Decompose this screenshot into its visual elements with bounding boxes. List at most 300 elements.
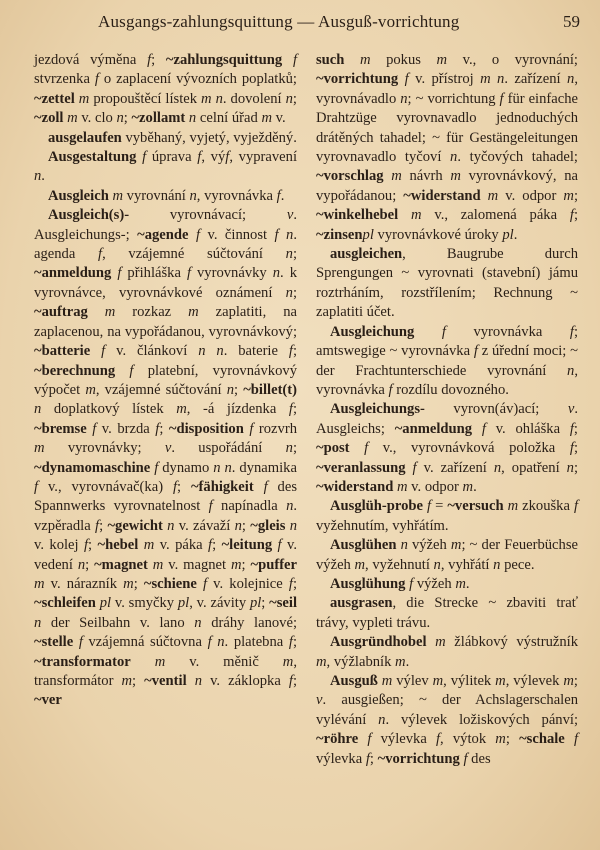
dictionary-entry (34, 51, 297, 129)
entry-text: napínadla (212, 498, 287, 515)
running-header (0, 12, 600, 36)
grammar-tag: m (152, 556, 164, 573)
grammar-tag: m (316, 653, 327, 670)
grammar-tag: n (34, 614, 42, 631)
entry-headword: ~versuch (447, 498, 504, 515)
entry-headword: Ausgleich (48, 187, 109, 204)
entry-text (131, 654, 155, 670)
entry-text: ; (241, 556, 251, 573)
entry-headword: ~zoll (34, 110, 64, 127)
grammar-tag: m (359, 52, 371, 68)
entry-text: výlevka (316, 750, 366, 767)
grammar-tag: f (117, 265, 122, 282)
grammar-tag: n (234, 517, 242, 534)
grammar-tag: f (288, 575, 293, 592)
grammar-tag: n (493, 556, 501, 573)
grammar-tag: n (285, 246, 293, 263)
entry-text: , vypravení (229, 149, 298, 166)
entry-text: stvrzenka (34, 71, 95, 88)
grammar-tag: n (285, 284, 293, 301)
grammar-tag: n (450, 149, 458, 166)
dictionary-entry (316, 536, 578, 575)
entry-text: , vyžehnutí (365, 556, 434, 573)
entry-text: propouštěcí lístek (89, 90, 202, 107)
entry-text: ; (261, 595, 270, 612)
entry-headword: ~agende (137, 226, 189, 243)
entry-text: zaplatiti, na zaplacenou, na vypořádanou, vyrovnávkový; (34, 304, 297, 340)
grammar-tag: n (289, 517, 297, 534)
grammar-tag: m (507, 498, 519, 515)
entry-text: ; (573, 673, 578, 689)
entry-text: ; (292, 343, 297, 360)
entry-text: v. ohláška (485, 420, 570, 437)
entry-text: . (280, 187, 285, 204)
entry-text: vzájemná súčtovna (82, 634, 208, 651)
entry-text: , -á jízdenka (186, 401, 289, 418)
grammar-tag: f (569, 420, 574, 437)
entry-text: návrh (401, 168, 451, 185)
grammar-tag: f (388, 381, 393, 398)
grammar-tag: n (286, 498, 294, 515)
entry-text: , výžlabník (326, 653, 396, 670)
dictionary-entry (316, 400, 578, 497)
entry-text (187, 673, 195, 689)
entry-text: . tyčových tahadel; (457, 149, 578, 166)
grammar-tag: n (378, 711, 386, 728)
entry-text (90, 343, 101, 359)
entry-text: , vý (201, 149, 226, 166)
entry-text (472, 421, 482, 437)
grammar-tag: m (381, 673, 393, 689)
entry-headword: ausgelaufen (48, 129, 122, 146)
entry-headword: such (316, 52, 345, 68)
entry-headword: ~gleis (250, 517, 286, 534)
grammar-tag: pl (502, 226, 514, 243)
entry-text (427, 634, 436, 650)
entry-headword: Ausglühung (330, 575, 406, 592)
grammar-tag: f (154, 459, 159, 476)
grammar-tag: n (400, 90, 408, 107)
entry-headword: ~zahlungsquittung (165, 52, 283, 68)
grammar-tag: f (34, 478, 39, 495)
grammar-tag: pl (177, 595, 190, 612)
grammar-tag: m (462, 478, 474, 495)
entry-headword: ~disposition (168, 420, 244, 437)
entry-text: ; (292, 575, 298, 592)
entry-text: vyžehnutím, vyhřátím. (316, 517, 449, 534)
entry-headword: ~widerstand (403, 187, 481, 204)
grammar-tag: f (172, 478, 178, 495)
entry-text: . k vyrovnávce, vyrovnávkové oznámení (34, 265, 297, 301)
entry-headword: ~seil (269, 595, 298, 612)
grammar-tag: m (495, 673, 506, 689)
grammar-tag: n (34, 168, 42, 185)
entry-text: v. zařízení (416, 459, 494, 476)
entry-text (414, 324, 442, 340)
entry-text: ; (573, 459, 579, 476)
grammar-tag: m (450, 537, 462, 554)
entry-text: v., zalomená páka (421, 207, 570, 224)
grammar-tag: n (189, 187, 197, 204)
entry-headword: Ausgleichung (330, 323, 415, 340)
grammar-tag: m (143, 537, 155, 554)
entry-text: . Ausgleichungs-; (34, 207, 297, 243)
dictionary-entry (34, 129, 297, 148)
entry-headword: ~schleifen (34, 595, 96, 612)
grammar-tag: n (167, 517, 175, 534)
entry-text: , vyrovnávadlo (316, 71, 578, 107)
grammar-tag: m (432, 673, 444, 689)
entry-headword: ~gewicht (107, 517, 163, 534)
entry-text: ; (573, 420, 578, 437)
entry-text: celní úřad (196, 110, 262, 127)
entry-text: ; (241, 517, 251, 534)
grammar-tag: n (493, 459, 502, 476)
entry-text: vyrovnávky; (44, 440, 165, 457)
entry-text: ; (151, 52, 166, 68)
entry-text: ; (292, 440, 297, 457)
entry-text: ; ~ vorrichtung (407, 90, 500, 107)
entry-text: úprava (146, 149, 198, 166)
entry-text: ; (132, 673, 145, 689)
grammar-tag: n (566, 459, 574, 476)
grammar-tag: f (473, 343, 478, 360)
grammar-tag: f (288, 401, 293, 418)
entry-text: dráhy lanové; (201, 614, 297, 631)
entry-text: ; (292, 90, 297, 107)
entry-headword: ~dynamomaschine (34, 459, 151, 476)
left-column (34, 51, 297, 711)
grammar-tag: m (487, 187, 499, 204)
grammar-tag: m (436, 52, 448, 68)
entry-text: , vyrovnávka (316, 362, 578, 398)
entry-text: v. kolej (34, 537, 84, 554)
entry-text: v. kolejnice (207, 575, 289, 592)
grammar-tag: n (400, 537, 408, 554)
grammar-tag: f (365, 750, 370, 767)
grammar-tag: f (277, 537, 282, 554)
entry-text: . dovolení (222, 90, 286, 107)
entry-text: v. magnet (163, 556, 231, 573)
entry-headword: ~anmeldung (34, 265, 112, 282)
grammar-tag: f (367, 731, 372, 748)
grammar-tag: m (123, 575, 134, 592)
grammar-tag: f (263, 478, 268, 495)
entry-text: , vzájemné súčtování (95, 381, 227, 398)
entry-headword: ~ver (34, 692, 62, 709)
grammar-tag: f (225, 149, 230, 166)
grammar-tag: m (34, 440, 45, 457)
grammar-tag: m (282, 653, 294, 670)
grammar-tag: m (395, 653, 406, 670)
grammar-tag: m (176, 401, 187, 418)
entry-text: ; (99, 517, 108, 534)
entry-text: výžeh (407, 537, 451, 554)
entry-text: doplatkový lístek (41, 401, 177, 418)
grammar-tag: n (285, 90, 293, 107)
entry-headword: Ausgründhobel (330, 634, 427, 651)
entry-text: ; (505, 731, 520, 748)
entry-headword: ~vorschlag (316, 168, 384, 185)
entry-text: ; (85, 556, 95, 573)
grammar-tag: m (188, 304, 199, 321)
grammar-tag: m n (480, 71, 505, 88)
entry-headword: ~batterie (34, 343, 91, 360)
grammar-tag: n (567, 362, 575, 379)
entry-text: pokus (370, 52, 437, 68)
entry-headword: ~leitung (221, 537, 273, 554)
entry-text: vyrovnávka (445, 323, 570, 340)
grammar-tag: m (354, 556, 366, 573)
entry-headword: ausgrasen (330, 595, 393, 612)
grammar-tag: m n (201, 90, 223, 107)
grammar-tag: n (194, 614, 202, 631)
grammar-tag: m (435, 634, 446, 651)
grammar-tag: n (188, 110, 197, 127)
grammar-tag: n (285, 440, 293, 457)
entry-text: vyrovn(áv)ací; (424, 401, 568, 418)
entry-text: v., o vyrovnání; (447, 52, 578, 68)
entry-headword: ~schale (519, 731, 565, 748)
grammar-tag: f (208, 537, 213, 554)
grammar-tag: m (563, 673, 574, 689)
grammar-tag: f (101, 343, 106, 360)
entry-text: , Baugrube durch Sprengungen ~ vyrovnati (stavební) jámu roztrháním, rozstřílením; Rechnung ~ zaplatiti účet. (316, 246, 578, 321)
grammar-tag: m (391, 168, 402, 185)
entry-text: v. vedení (34, 537, 298, 573)
grammar-tag: n (226, 381, 235, 398)
entry-text: rozdílu dovozného. (392, 381, 509, 398)
grammar-tag: n (272, 265, 281, 282)
entry-headword: ~anmeldung (394, 420, 473, 437)
grammar-tag: m (396, 478, 408, 495)
entry-headword: ~vorrichtung (377, 750, 460, 767)
entry-text (398, 207, 411, 223)
header-title: Ausgangs-zahlungsquittung — Ausguß-vorrichtung (98, 12, 460, 31)
grammar-tag: f (129, 362, 134, 379)
entry-text: ; (292, 284, 297, 301)
entry-headword: ~magnet (94, 556, 148, 573)
grammar-tag: f (481, 420, 486, 437)
dictionary-entry (34, 148, 297, 187)
entry-text: = (431, 498, 448, 515)
grammar-tag: n (433, 556, 441, 573)
entry-headword: ~transformator (34, 653, 131, 670)
entry-text: rozkaz (115, 304, 189, 321)
grammar-tag: n (567, 71, 575, 88)
grammar-tag: v (164, 440, 172, 457)
dictionary-entry (316, 51, 578, 245)
entry-headword: ~post (316, 440, 350, 457)
entry-headword: Ausguß (330, 673, 378, 689)
entry-text: výžeh (413, 575, 456, 592)
entry-text: vyrovnání (123, 187, 190, 204)
entry-text (350, 440, 365, 456)
entry-text: ; (88, 537, 98, 554)
entry-text: . (473, 478, 477, 495)
entry-text: v. činnost (200, 226, 275, 243)
grammar-tag: f (155, 420, 160, 437)
entry-text: rozvrh (253, 420, 297, 437)
grammar-tag: f (364, 440, 369, 457)
entry-headword: ~zinsen (316, 226, 363, 243)
entry-text (88, 304, 105, 320)
grammar-tag: m (85, 381, 96, 398)
entry-text: ; (292, 673, 297, 689)
grammar-tag: v (567, 401, 575, 418)
grammar-tag: f (186, 265, 191, 282)
grammar-tag: f (276, 187, 281, 204)
entry-text: vyrovnávkový, na vypořádanou; (316, 168, 578, 204)
entry-headword: Ausglüh-probe (330, 498, 423, 515)
grammar-tag: m (34, 575, 45, 592)
entry-text: . Ausgleichs; (316, 401, 578, 437)
entry-text: . (513, 226, 518, 243)
entry-text: . vzpěradla (34, 498, 298, 534)
grammar-tag: f (208, 498, 213, 515)
entry-text: . zařízení (504, 71, 568, 88)
grammar-tag: f (94, 71, 99, 88)
grammar-tag: f (404, 71, 409, 88)
entry-text: , výlevek (505, 673, 564, 689)
grammar-tag: m (411, 207, 422, 224)
grammar-tag: f (288, 673, 293, 689)
grammar-tag: m (450, 168, 461, 185)
entry-headword: ~vorrichtung (316, 71, 399, 88)
entry-text: , výtok (440, 731, 496, 748)
entry-text: v. měnič (165, 653, 283, 670)
entry-headword: ~zettel (34, 90, 75, 107)
entry-text: v. závaží (174, 517, 235, 534)
entry-headword: ~fähigkeit (190, 478, 254, 495)
entry-text: v. článkoví (105, 343, 199, 360)
entry-text: ; (292, 401, 297, 418)
grammar-tag: pl (99, 595, 112, 612)
entry-headword: ~bremse (34, 420, 87, 437)
grammar-tag: f (288, 343, 293, 360)
entry-text: , výlitek (443, 673, 496, 689)
entry-text: v. odpor (498, 187, 564, 204)
grammar-tag: pl (362, 226, 374, 243)
entry-text: platební, vyrovnávkový výpočet (34, 362, 297, 398)
entry-text: vyrovnávací; (129, 207, 287, 224)
grammar-tag: f (98, 246, 103, 263)
entry-text: v. brzda (96, 420, 156, 437)
grammar-tag: f (427, 498, 432, 515)
entry-text: ; (123, 110, 132, 127)
entry-text (481, 188, 488, 204)
grammar-tag: f n (207, 634, 225, 651)
grammar-tag: f (288, 634, 293, 651)
entry-text: , opatření (501, 459, 567, 476)
dictionary-entry (316, 633, 578, 672)
entry-text: . platebna (224, 634, 289, 651)
grammar-tag: m (121, 673, 133, 689)
grammar-tag: n (34, 401, 42, 418)
entry-text: . (41, 168, 45, 185)
entry-text: v. přístroj (408, 71, 481, 88)
grammar-tag: m (112, 187, 124, 204)
entry-text: o zaplacení vývozních poplatků; (98, 71, 297, 88)
entry-text: ; (212, 537, 222, 554)
entry-headword: ~berechnung (34, 362, 116, 379)
grammar-tag: f n (274, 226, 294, 243)
entry-text: ; (292, 634, 298, 651)
dictionary-entry (316, 497, 578, 536)
grammar-tag: m (261, 110, 273, 127)
entry-text: , transformátor (34, 653, 297, 689)
grammar-tag: f (92, 420, 97, 437)
grammar-tag: f (249, 420, 254, 437)
entry-text: v. nárazník (44, 575, 124, 592)
entry-text (406, 460, 413, 476)
entry-headword: ~widerstand (316, 478, 394, 495)
entry-text (565, 731, 574, 747)
entry-text: v. páka (154, 537, 209, 554)
entry-text: , die Strecke ~ zbaviti trať trávy, vypleti trávu. (316, 595, 578, 631)
entry-text: v. (272, 110, 286, 127)
entry-text: ; (177, 478, 191, 495)
entry-text: ; ~ der Feuerbüchse výžeh (316, 537, 578, 573)
entry-text: ; (573, 187, 578, 204)
entry-text: , vyrovnávka (196, 187, 277, 204)
entry-text (282, 52, 293, 68)
grammar-tag: pl (249, 595, 262, 612)
entry-text (115, 363, 129, 379)
grammar-tag: f (573, 731, 579, 748)
entry-headword: ~veranlassung (316, 459, 406, 476)
entry-text (189, 227, 196, 243)
entry-text: dynamo (158, 459, 214, 476)
entry-headword: ausgleichen (330, 246, 403, 263)
entry-text: . baterie (223, 343, 289, 360)
grammar-tag: m (104, 304, 116, 321)
entry-text: vyrovnávkové úroky (373, 226, 503, 243)
grammar-tag: f (95, 517, 100, 534)
grammar-tag: n (77, 556, 86, 573)
grammar-tag: f (412, 459, 417, 476)
entry-text: vyrovnávky (191, 265, 273, 282)
grammar-tag: n (194, 673, 202, 689)
right-column (316, 51, 578, 769)
grammar-tag: m (78, 90, 90, 107)
entry-text (254, 479, 264, 495)
entry-headword: ~auftrag (34, 304, 88, 321)
grammar-tag: f (435, 731, 441, 748)
entry-text: . agenda (34, 226, 297, 263)
entry-text: v. smyčky (111, 595, 178, 612)
grammar-tag: m (455, 575, 466, 592)
grammar-tag: f (83, 537, 89, 554)
entry-headword: ~zollamt (131, 110, 186, 127)
grammar-tag: f (202, 575, 208, 592)
grammar-tag: f (292, 52, 298, 68)
grammar-tag: m (563, 187, 574, 204)
entry-text: v., vyrovnávač(ka) (38, 478, 173, 495)
entry-headword: ~hebel (97, 537, 139, 554)
entry-text: v. záklopka (202, 673, 289, 689)
entry-text (358, 731, 367, 747)
entry-headword: Ausglühen (330, 537, 397, 554)
entry-text: ; (133, 575, 144, 592)
entry-text: pece. (500, 556, 535, 573)
grammar-tag: n n (198, 343, 224, 360)
grammar-tag: f (78, 634, 83, 651)
entry-headword: ~röhre (316, 731, 359, 748)
entry-headword: ~puffer (250, 556, 298, 573)
entry-text: ; (573, 440, 578, 457)
grammar-tag: m (495, 731, 506, 748)
